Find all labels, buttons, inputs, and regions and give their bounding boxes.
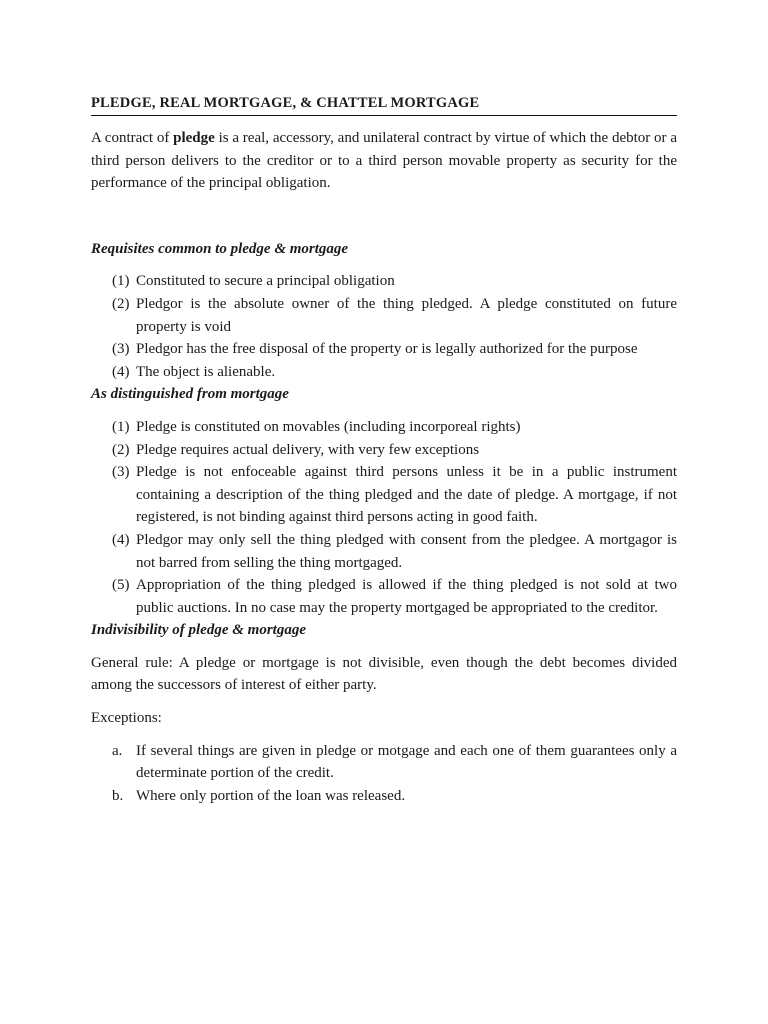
section-heading-indivisibility: Indivisibility of pledge & mortgage [91, 622, 306, 639]
intro-text-start: A contract of [91, 130, 174, 146]
list-marker: a. [112, 742, 123, 759]
section-heading-distinguished: As distinguished from mortgage [91, 386, 289, 403]
list-item [91, 574, 677, 619]
distinguished-list [91, 416, 677, 619]
intro-bold-term: pledge [173, 130, 215, 146]
document-title: PLEDGE, REAL MORTGAGE, & CHATTEL MORTGAGE [91, 92, 677, 116]
general-rule-paragraph: General rule: A pledge or mortgage is not divisible, even though the debt becomes divided among the successors of interest of either party. [91, 654, 677, 694]
list-marker: (1) [112, 418, 130, 435]
list-item-text: Appropriation of the thing pledged is allowed if the thing pledged is not sold at two public auctions. In no case may the property mortgaged be appropriated to the creditor. [136, 577, 677, 616]
list-item [91, 785, 677, 808]
list-item [91, 293, 677, 338]
list-item [91, 461, 677, 529]
list-marker: (4) [112, 531, 130, 548]
list-item [91, 439, 677, 462]
list-marker: (3) [112, 464, 130, 481]
list-item-text: Pledgor may only sell the thing pledged with consent from the pledgee. A mortgagor is not barred from selling the thing mortgaged. [136, 531, 677, 571]
list-marker: (2) [112, 441, 130, 458]
list-item-text: The object is alienable. [136, 363, 276, 380]
intro-paragraph [91, 127, 677, 195]
intro-text-end: is a real, accessory, and unilateral contract by virtue of which the debtor or a third person delivers to the creditor or to a third person movable property as security for the performance of the principal obligation. [91, 130, 677, 192]
list-marker: (4) [112, 363, 130, 380]
list-item-text: If several things are given in pledge or motgage and each one of them guarantees only a determinate portion of the credit. [136, 742, 677, 782]
document-page [91, 92, 677, 807]
list-marker: (5) [112, 577, 130, 594]
list-item-text: Pledge requires actual delivery, with very few exceptions [136, 441, 480, 458]
list-item-text: Where only portion of the loan was released. [136, 787, 406, 804]
list-item-text: Pledge is constituted on movables (including incorporeal rights) [136, 418, 521, 435]
list-marker: (3) [112, 341, 130, 358]
list-marker: (2) [112, 295, 130, 312]
list-item [91, 416, 677, 439]
list-item-text: Constituted to secure a principal obligation [136, 273, 395, 290]
list-item [91, 338, 677, 361]
list-item-text: Pledgor has the free disposal of the property or is legally authorized for the purpose [136, 341, 638, 358]
list-item [91, 361, 677, 384]
requisites-list [91, 270, 677, 383]
list-item [91, 740, 677, 785]
exceptions-list [91, 740, 677, 808]
list-marker: b. [112, 787, 124, 804]
section-heading-requisites: Requisites common to pledge & mortgage [91, 240, 349, 257]
list-item-text: Pledge is not enfoceable against third persons unless it be in a public instrument containing a description of the thing pledged and the date of pledge. A mortgage, if not registered, is not binding against third persons acting in good faith. [136, 464, 677, 526]
list-item [91, 529, 677, 574]
exceptions-label: Exceptions: [91, 710, 162, 727]
list-item [91, 270, 677, 293]
list-item-text: Pledgor is the absolute owner of the thing pledged. A pledge constituted on future property is void [136, 295, 677, 335]
list-marker: (1) [112, 273, 130, 290]
